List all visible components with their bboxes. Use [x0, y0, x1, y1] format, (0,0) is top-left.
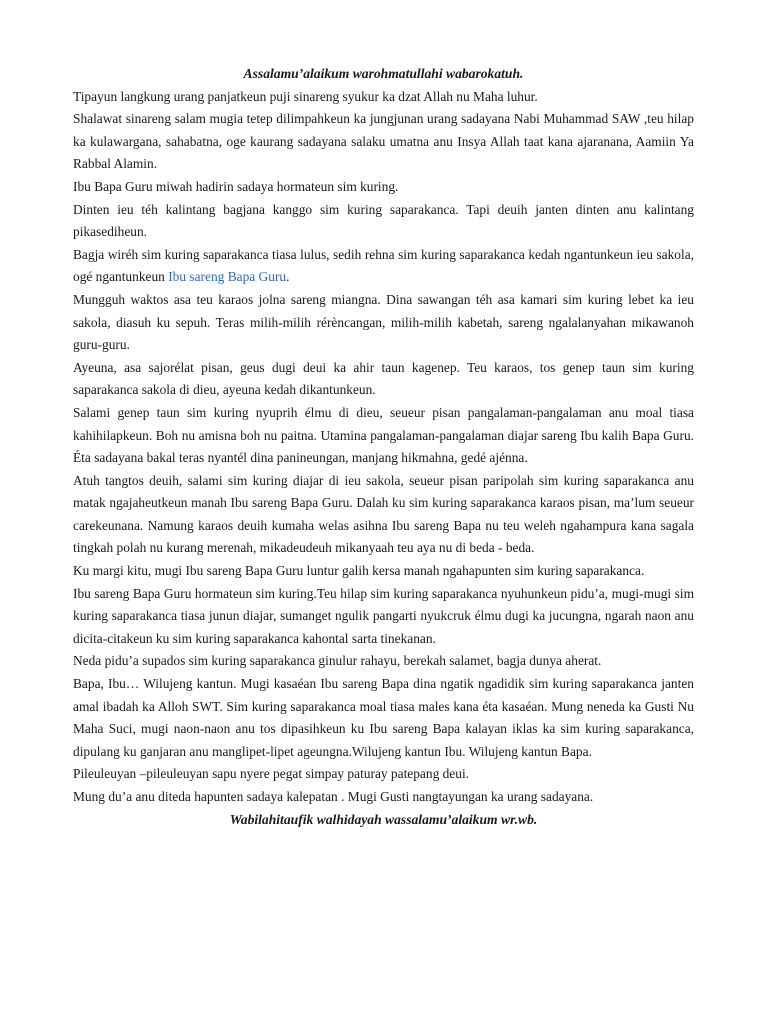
- document-body: [73, 63, 694, 831]
- opening-greeting: Assalamu’alaikum warohmatullahi wabarokatuh.: [243, 66, 524, 81]
- paragraph-graduation: [73, 244, 694, 289]
- paragraph-final-prayer: Mung du’a anu diteda hapunten sadaya kalepatan . Mugi Gusti nangtayungan ka urang sadayana.: [73, 789, 594, 804]
- paragraph-graduation-text: Bagja wiréh sim kuring saparakanca tiasa lulus, sedih rehna sim kuring saparakanca kedah ngantunkeun ieu sakola, ogé ngantunkeun: [73, 246, 694, 285]
- paragraph-behavior: Atuh tangtos deuih, salami sim kuring diajar di ieu sakola, seueur pisan paripolah sim kuring saparakanca anu matak ngajaheutkeun manah Ibu sareng Bapa Guru. Dalah ku sim kuring saparakanca karaos pisan, ma’lum seueur carekeunana. Namung karaos deuih kumaha welas asihna Ibu sareng Bapa nu teu weleh ngahampura kana sagala tingkah polah nu kurang merenah, mikadeudeuh mikanyaah teu aya nu di beda - beda.: [73, 472, 694, 556]
- paragraph-shalawat: Shalawat sinareng salam mugia tetep dilimpahkeun ka jungjunan urang sadayana Nabi Muhammad SAW ,teu hilap ka kulawargana, sahabatna, oge kaurang sadayana salaku umatna anu Insya Allah taat kana ajaranana, Aamiin Ya Rabbal Alamin.: [73, 111, 694, 172]
- paragraph-praise: Tipayun langkung urang panjatkeun puji sinareng syukur ka dzat Allah nu Maha luhur.: [73, 88, 538, 104]
- closing-greeting: Wabilahitaufik walhidayah wassalamu’alaikum wr.wb.: [229, 811, 538, 827]
- paragraph-graduation-end: .: [286, 269, 290, 285]
- teachers-link[interactable]: Ibu sareng Bapa Guru: [168, 269, 287, 285]
- paragraph-sixth-year: Ayeuna, asa sajorélat pisan, geus dugi deui ka ahir taun kagenep. Teu karaos, tos genep taun sim kuring saparakanca sakola di dieu, ayeuna kedah dikantunkeun.: [73, 359, 694, 398]
- paragraph-time-memories: Mungguh waktos asa teu karaos jolna sareng miangna. Dina sawangan téh asa kamari sim kuring lebet ka ieu sakola, diasuh ku sepuh. Teras milih-milih rérèncangan, milih-milih kabetah, sareng ngalalanyahan mikawanoh guru-guru.: [73, 291, 694, 353]
- paragraph-pileuleuyan: Pileuleuyan –pileuleuyan sapu nyere pegat simpay paturay patepang deui.: [73, 766, 470, 782]
- paragraph-blessing: Neda pidu’a supados sim kuring saparakanca ginulur rahayu, berekah salamet, bagja dunya aherat.: [73, 653, 602, 669]
- paragraph-experiences: Salami genep taun sim kuring nyuprih élmu di dieu, seueur pisan pangalaman-pangalaman anu moal tiasa kahihilapkeun. Boh nu amisna boh nu paitna. Utamina pangalaman-pangalaman diajar sareng Ibu kalih Bapa Guru. Éta sadayana bakal teras nyantél dina panineungan, manjang hikmahna, gedé ajénna.: [73, 404, 694, 466]
- paragraph-farewell: Bapa, Ibu… Wilujeng kantun. Mugi kasaéan Ibu sareng Bapa dina ngatik ngadidik sim kuring saparakanca janten amal ibadah ka Alloh SWT. Sim kuring saparakanca moal tiasa males kana éta kasaéan. Mung neneda ka Gusti Nu Maha Suci, mugi naon-naon anu tos dipasihkeun ku Ibu sareng Bapa kalayan iklas ka sim kuring saparakanca, dipulang ku ganjaran anu manglipet-lipet ageungna.Wilujeng kantun Ibu. Wilujeng kantun Bapa.: [73, 676, 694, 759]
- paragraph-request-prayer: Ibu sareng Bapa Guru hormateun sim kuring.Teu hilap sim kuring saparakanca nyuhunkeun pidu’a, mugi-mugi sim kuring saparakanca tiasa junun diajar, sumanget ngulik pangarti nyukcruk élmu dugi ka jucungna, ngarah naon anu dicita-citakeun ku sim kuring saparakanca kahontal sarta tinekanan.: [73, 585, 694, 646]
- paragraph-apology: Ku margi kitu, mugi Ibu sareng Bapa Guru luntur galih kersa manah ngahapunten sim kuring saparakanca.: [73, 563, 645, 579]
- paragraph-today: Dinten ieu téh kalintang bagjana kanggo sim kuring saparakanca. Tapi deuih janten dinten anu kalintang pikasedihеun.: [73, 201, 694, 240]
- paragraph-greeting-teachers: Ibu Bapa Guru miwah hadirin sadaya hormateun sim kuring.: [73, 178, 399, 194]
